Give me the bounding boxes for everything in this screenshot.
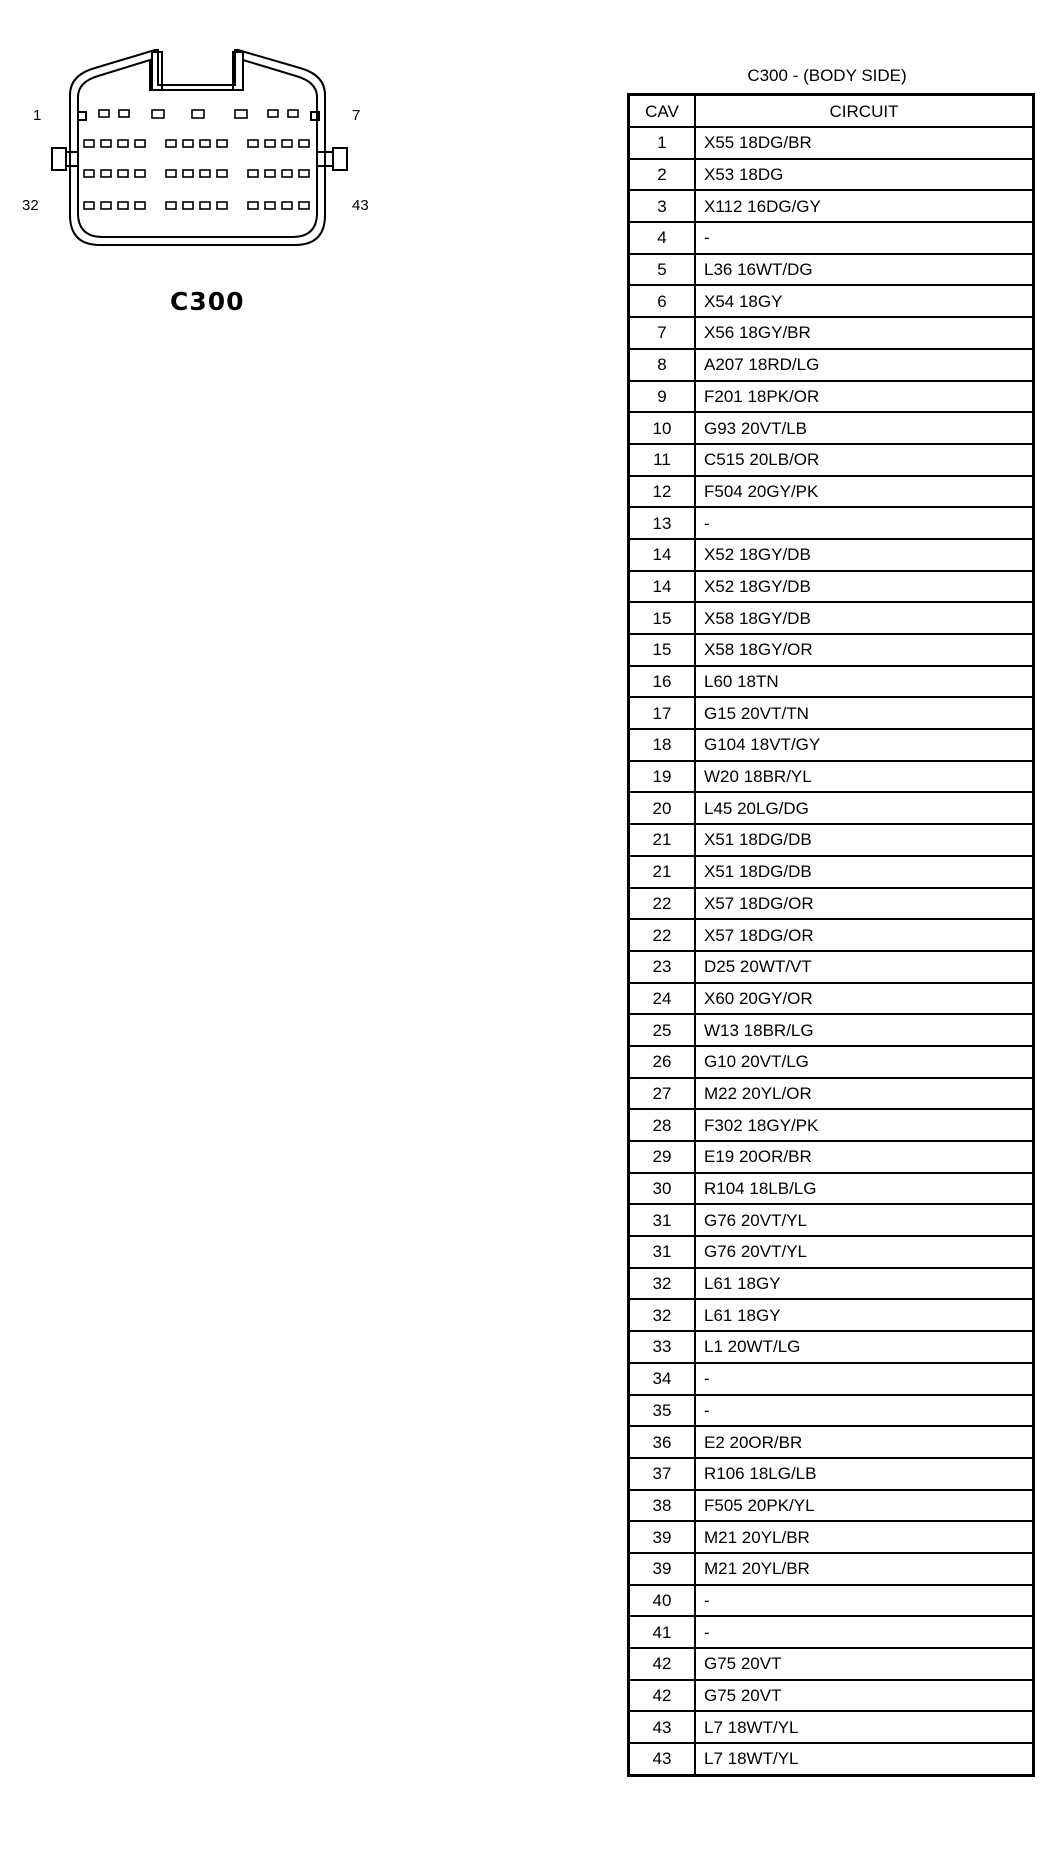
table-row bbox=[629, 1458, 1034, 1490]
cav-cell: 14 bbox=[629, 539, 696, 571]
cav-cell: 10 bbox=[629, 412, 696, 444]
cav-cell: 6 bbox=[629, 285, 696, 317]
table-row bbox=[629, 729, 1034, 761]
circuit-cell: X53 18DG bbox=[695, 159, 1034, 191]
table-row bbox=[629, 1109, 1034, 1141]
cav-cell: 21 bbox=[629, 824, 696, 856]
table-row bbox=[629, 1173, 1034, 1205]
cav-cell: 42 bbox=[629, 1648, 696, 1680]
circuit-cell: W20 18BR/YL bbox=[695, 761, 1034, 793]
circuit-cell: L61 18GY bbox=[695, 1299, 1034, 1331]
cav-cell: 39 bbox=[629, 1521, 696, 1553]
circuit-cell: X56 18GY/BR bbox=[695, 317, 1034, 349]
cav-cell: 12 bbox=[629, 476, 696, 508]
table-row bbox=[629, 190, 1034, 222]
cav-cell: 31 bbox=[629, 1236, 696, 1268]
table-row bbox=[629, 1490, 1034, 1522]
circuit-table bbox=[627, 93, 1035, 1777]
circuit-cell: - bbox=[695, 222, 1034, 254]
table-row bbox=[629, 381, 1034, 413]
cav-cell: 41 bbox=[629, 1616, 696, 1648]
table-row bbox=[629, 1204, 1034, 1236]
table-row bbox=[629, 1680, 1034, 1712]
table-row bbox=[629, 761, 1034, 793]
circuit-cell: L7 18WT/YL bbox=[695, 1743, 1034, 1775]
header-cav: CAV bbox=[629, 95, 696, 128]
table-row bbox=[629, 1395, 1034, 1427]
circuit-cell: - bbox=[695, 507, 1034, 539]
pin-label-7: 7 bbox=[352, 107, 361, 124]
cav-cell: 18 bbox=[629, 729, 696, 761]
circuit-cell: M21 20YL/BR bbox=[695, 1553, 1034, 1585]
table-row bbox=[629, 1268, 1034, 1300]
table-row bbox=[629, 602, 1034, 634]
cav-cell: 9 bbox=[629, 381, 696, 413]
table-row bbox=[629, 349, 1034, 381]
circuit-cell: W13 18BR/LG bbox=[695, 1014, 1034, 1046]
circuit-cell: X51 18DG/DB bbox=[695, 856, 1034, 888]
table-row bbox=[629, 1141, 1034, 1173]
cav-cell: 33 bbox=[629, 1331, 696, 1363]
cav-cell: 36 bbox=[629, 1426, 696, 1458]
header-circuit: CIRCUIT bbox=[695, 95, 1034, 128]
circuit-cell: - bbox=[695, 1395, 1034, 1427]
circuit-cell: L45 20LG/DG bbox=[695, 792, 1034, 824]
cav-cell: 22 bbox=[629, 919, 696, 951]
circuit-cell: L61 18GY bbox=[695, 1268, 1034, 1300]
cav-cell: 2 bbox=[629, 159, 696, 191]
table-row bbox=[629, 697, 1034, 729]
cav-cell: 38 bbox=[629, 1490, 696, 1522]
cav-cell: 16 bbox=[629, 666, 696, 698]
circuit-cell: - bbox=[695, 1585, 1034, 1617]
cav-cell: 39 bbox=[629, 1553, 696, 1585]
connector-name: C300 bbox=[170, 287, 245, 316]
table-row bbox=[629, 539, 1034, 571]
cav-cell: 20 bbox=[629, 792, 696, 824]
cav-cell: 17 bbox=[629, 697, 696, 729]
circuit-cell: X52 18GY/DB bbox=[695, 539, 1034, 571]
circuit-cell: X57 18DG/OR bbox=[695, 919, 1034, 951]
table-row bbox=[629, 571, 1034, 603]
table-row bbox=[629, 412, 1034, 444]
table-caption: C300 - (BODY SIDE) bbox=[747, 66, 907, 85]
table-row bbox=[629, 824, 1034, 856]
cav-cell: 29 bbox=[629, 1141, 696, 1173]
table-row bbox=[629, 127, 1034, 159]
table-row bbox=[629, 1521, 1034, 1553]
circuit-cell: G75 20VT bbox=[695, 1680, 1034, 1712]
cav-cell: 31 bbox=[629, 1204, 696, 1236]
table-row bbox=[629, 919, 1034, 951]
circuit-cell: R106 18LG/LB bbox=[695, 1458, 1034, 1490]
cav-cell: 3 bbox=[629, 190, 696, 222]
circuit-cell: L1 20WT/LG bbox=[695, 1331, 1034, 1363]
circuit-cell: F201 18PK/OR bbox=[695, 381, 1034, 413]
circuit-cell: L60 18TN bbox=[695, 666, 1034, 698]
circuit-cell: X51 18DG/DB bbox=[695, 824, 1034, 856]
cav-cell: 32 bbox=[629, 1268, 696, 1300]
circuit-cell: X54 18GY bbox=[695, 285, 1034, 317]
circuit-cell: - bbox=[695, 1363, 1034, 1395]
table-row bbox=[629, 317, 1034, 349]
circuit-cell: X60 20GY/OR bbox=[695, 983, 1034, 1015]
table-row bbox=[629, 1299, 1034, 1331]
circuit-cell: A207 18RD/LG bbox=[695, 349, 1034, 381]
table-row bbox=[629, 507, 1034, 539]
table-row bbox=[629, 1046, 1034, 1078]
circuit-cell: - bbox=[695, 1616, 1034, 1648]
circuit-cell: G104 18VT/GY bbox=[695, 729, 1034, 761]
cav-cell: 19 bbox=[629, 761, 696, 793]
cav-cell: 22 bbox=[629, 888, 696, 920]
circuit-cell: G15 20VT/TN bbox=[695, 697, 1034, 729]
cav-cell: 21 bbox=[629, 856, 696, 888]
circuit-cell: G93 20VT/LB bbox=[695, 412, 1034, 444]
pin-label-43: 43 bbox=[352, 197, 369, 214]
circuit-cell: M22 20YL/OR bbox=[695, 1078, 1034, 1110]
cav-cell: 32 bbox=[629, 1299, 696, 1331]
cav-cell: 35 bbox=[629, 1395, 696, 1427]
table-row bbox=[629, 1648, 1034, 1680]
cav-cell: 24 bbox=[629, 983, 696, 1015]
circuit-table-body bbox=[629, 127, 1034, 1775]
circuit-cell: G75 20VT bbox=[695, 1648, 1034, 1680]
table-row bbox=[629, 792, 1034, 824]
cav-cell: 11 bbox=[629, 444, 696, 476]
cav-cell: 26 bbox=[629, 1046, 696, 1078]
circuit-cell: F504 20GY/PK bbox=[695, 476, 1034, 508]
table-row bbox=[629, 634, 1034, 666]
circuit-cell: M21 20YL/BR bbox=[695, 1521, 1034, 1553]
cav-cell: 1 bbox=[629, 127, 696, 159]
table-row bbox=[629, 888, 1034, 920]
pin-label-32: 32 bbox=[22, 197, 39, 214]
table-row bbox=[629, 222, 1034, 254]
circuit-cell: G76 20VT/YL bbox=[695, 1236, 1034, 1268]
circuit-cell: E2 20OR/BR bbox=[695, 1426, 1034, 1458]
circuit-cell: R104 18LB/LG bbox=[695, 1173, 1034, 1205]
circuit-cell: X55 18DG/BR bbox=[695, 127, 1034, 159]
circuit-cell: X52 18GY/DB bbox=[695, 571, 1034, 603]
circuit-cell: E19 20OR/BR bbox=[695, 1141, 1034, 1173]
circuit-cell: X58 18GY/DB bbox=[695, 602, 1034, 634]
table-header-row bbox=[629, 95, 1034, 128]
cav-cell: 15 bbox=[629, 634, 696, 666]
table-row bbox=[629, 1331, 1034, 1363]
circuit-cell: F505 20PK/YL bbox=[695, 1490, 1034, 1522]
table-row bbox=[629, 1585, 1034, 1617]
table-row bbox=[629, 666, 1034, 698]
table-row bbox=[629, 856, 1034, 888]
circuit-cell: G10 20VT/LG bbox=[695, 1046, 1034, 1078]
cav-cell: 37 bbox=[629, 1458, 696, 1490]
table-row bbox=[629, 1426, 1034, 1458]
table-row bbox=[629, 159, 1034, 191]
cav-cell: 27 bbox=[629, 1078, 696, 1110]
cav-cell: 14 bbox=[629, 571, 696, 603]
cav-cell: 43 bbox=[629, 1711, 696, 1743]
cav-cell: 30 bbox=[629, 1173, 696, 1205]
cav-cell: 28 bbox=[629, 1109, 696, 1141]
circuit-cell: X112 16DG/GY bbox=[695, 190, 1034, 222]
table-row bbox=[629, 983, 1034, 1015]
circuit-cell: X57 18DG/OR bbox=[695, 888, 1034, 920]
table-row bbox=[629, 951, 1034, 983]
cav-cell: 13 bbox=[629, 507, 696, 539]
table-row bbox=[629, 1616, 1034, 1648]
table-row bbox=[629, 254, 1034, 286]
table-row bbox=[629, 444, 1034, 476]
circuit-cell: F302 18GY/PK bbox=[695, 1109, 1034, 1141]
cav-cell: 8 bbox=[629, 349, 696, 381]
pin-label-1: 1 bbox=[33, 107, 42, 124]
table-row bbox=[629, 1236, 1034, 1268]
connector-outline-drawing bbox=[0, 0, 400, 300]
table-row bbox=[629, 1711, 1034, 1743]
table-row bbox=[629, 1078, 1034, 1110]
cav-cell: 4 bbox=[629, 222, 696, 254]
circuit-cell: L36 16WT/DG bbox=[695, 254, 1034, 286]
cav-cell: 43 bbox=[629, 1743, 696, 1775]
cav-cell: 25 bbox=[629, 1014, 696, 1046]
cav-cell: 34 bbox=[629, 1363, 696, 1395]
table-row bbox=[629, 1363, 1034, 1395]
cav-cell: 5 bbox=[629, 254, 696, 286]
circuit-cell: G76 20VT/YL bbox=[695, 1204, 1034, 1236]
cav-cell: 23 bbox=[629, 951, 696, 983]
table-row bbox=[629, 1553, 1034, 1585]
cav-cell: 7 bbox=[629, 317, 696, 349]
table-row bbox=[629, 285, 1034, 317]
table-row bbox=[629, 476, 1034, 508]
cav-cell: 42 bbox=[629, 1680, 696, 1712]
circuit-cell: C515 20LB/OR bbox=[695, 444, 1034, 476]
cav-cell: 15 bbox=[629, 602, 696, 634]
cav-cell: 40 bbox=[629, 1585, 696, 1617]
circuit-cell: L7 18WT/YL bbox=[695, 1711, 1034, 1743]
connector-diagram bbox=[0, 0, 400, 330]
circuit-cell: X58 18GY/OR bbox=[695, 634, 1034, 666]
table-row bbox=[629, 1743, 1034, 1775]
circuit-cell: D25 20WT/VT bbox=[695, 951, 1034, 983]
table-row bbox=[629, 1014, 1034, 1046]
